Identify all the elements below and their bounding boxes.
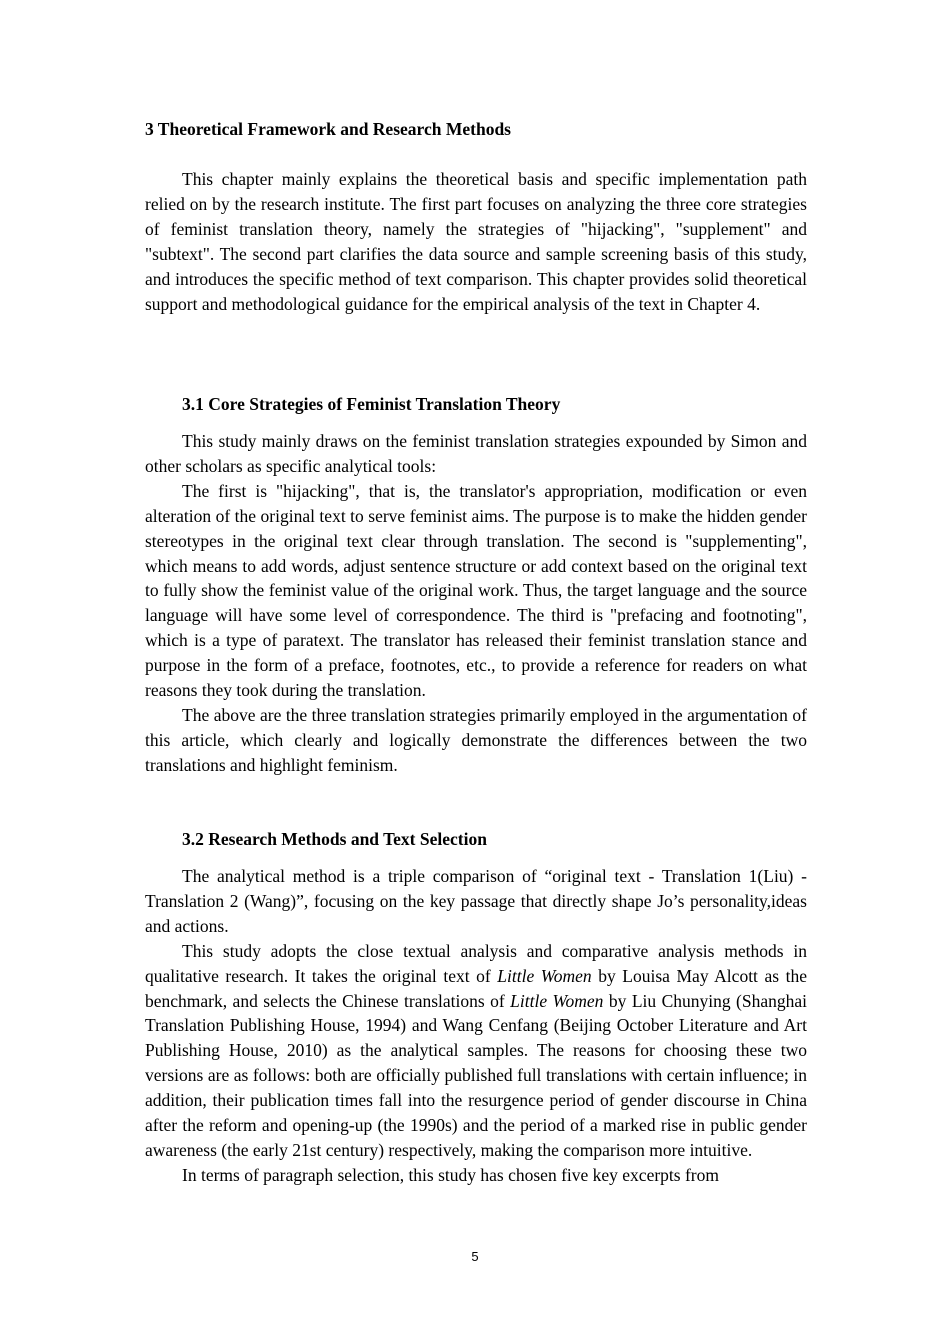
page-number: 5 (471, 1249, 479, 1264)
section-3-1-paragraph-2: The first is "hijacking", that is, the translator's appropriation, modification or even alteration of the original text to serve feminist aims. The purpose is to make the hidden gender stereotypes in the original text clear through translation. The second is "supplementing", which means to add words, adjust sentence structure or add context based on the original text to fully show the feminist value of the original work. Thus, the target language and the source language will have some level of correspondence. The third is "prefacing and footnoting", which is a type of paratext. The translator has released their feminist translation stance and purpose in the form of a preface, footnotes, etc., to provide a reference for readers on what reasons they took during the translation. (145, 480, 807, 701)
section-3-2-heading: 3.2 Research Methods and Text Selection (182, 829, 487, 849)
section-3-2-paragraph-3: In terms of paragraph selection, this study has chosen five key excerpts from (182, 1164, 719, 1185)
section-3-2-paragraph-2 (145, 939, 807, 1163)
section-3-heading: 3 Theoretical Framework and Research Methods (145, 119, 511, 139)
section-3-1-paragraph-1: This study mainly draws on the feminist translation strategies expounded by Simon and other scholars as specific analytical tools: (145, 431, 807, 476)
section-3-2-body (145, 864, 807, 1188)
section-3-1-heading: 3.1 Core Strategies of Feminist Translation Theory (182, 394, 561, 414)
book-title-italic: Little Women (510, 990, 604, 1011)
section-3-1-paragraph-3: The above are the three translation strategies primarily employed in the argumentation of this article, which clearly and logically demonstrate the differences between the two translations and highlight feminism. (145, 704, 807, 775)
paragraph-2-text-1: This study adopts the close textual analysis and comparative analysis methods in qualitative research. It takes the original text of (145, 940, 807, 986)
section-3-2-paragraph-1: The analytical method is a triple comparison of “original text - Translation 1(Liu) - Translation 2 (Wang)”, focusing on the key passage that directly shape Jo’s personality,ideas and actions. (145, 866, 807, 936)
book-title-italic: Little Women (497, 965, 592, 986)
paragraph-2-text-2: by Louisa May Alcott as the benchmark, and selects the Chinese translations of (145, 965, 807, 1011)
section-3-1-body (145, 429, 807, 778)
paragraph-2-text-3: by Liu Chunying (Shanghai Translation Publishing House, 1994) and Wang Cenfang (Beijing October Literature and Art Publishing House, 2010) as the analytical samples. The reasons for choosing these two versions are as follows: both are officially published full translations with certain influence; in addition, their publication times fall into the resurgence period of gender discourse in China after the reform and opening-up (the 1990s) and the period of a marked rise in public gender awareness (the early 21st century) respectively, making the comparison more intuitive. (145, 990, 808, 1160)
section-3-intro-block (145, 167, 807, 316)
section-3-intro-paragraph: This chapter mainly explains the theoretical basis and specific implementation path relied on by the research institute. The first part focuses on analyzing the three core strategies of feminist translation theory, namely the strategies of "hijacking", "supplement" and "subtext". The second part clarifies the data source and sample screening basis of this study, and introduces the specific method of text comparison. This chapter provides solid theoretical support and methodological guidance for the empirical analysis of the text in Chapter 4. (145, 169, 807, 314)
